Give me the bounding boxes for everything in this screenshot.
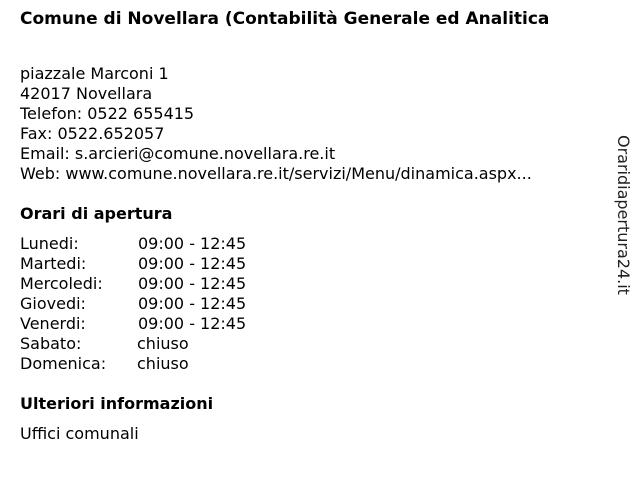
day-label: Martedi: [20, 254, 87, 273]
more-info-text: Uffici comunali [20, 424, 139, 443]
opening-hours-table [20, 234, 320, 374]
day-label: Sabato: [20, 334, 82, 353]
time-value: 09:00 - 12:45 [138, 254, 247, 273]
day-label: Lunedi: [20, 234, 79, 253]
day-label: Venerdi: [20, 314, 86, 333]
time-value: 09:00 - 12:45 [138, 234, 247, 253]
site-brand-watermark: Oraridiapertura24.it [614, 135, 633, 295]
time-value: 09:00 - 12:45 [138, 274, 247, 293]
day-label: Mercoledi: [20, 274, 103, 293]
website-url: Web: www.comune.novellara.re.it/servizi/Menu/dinamica.aspx... [20, 164, 532, 183]
more-info-heading: Ulteriori informazioni [20, 394, 214, 413]
hours-row-tuesday [20, 254, 320, 274]
page-title: Comune di Novellara (Contabilità Generale ed Analitica [20, 9, 550, 29]
phone-number: Telefon: 0522 655415 [20, 104, 195, 123]
time-value: chiuso [137, 334, 189, 353]
day-label: Giovedi: [20, 294, 86, 313]
fax-number: Fax: 0522.652057 [20, 124, 165, 143]
day-label: Domenica: [20, 354, 107, 373]
time-value: 09:00 - 12:45 [138, 314, 247, 333]
time-value: 09:00 - 12:45 [138, 294, 247, 313]
time-value: chiuso [137, 354, 189, 373]
contact-block [20, 64, 610, 184]
hours-row-thursday [20, 294, 320, 314]
address-street: piazzale Marconi 1 [20, 64, 169, 83]
hours-row-sunday [20, 354, 320, 374]
email-address: Email: s.arcieri@comune.novellara.re.it [20, 144, 336, 163]
address-city: 42017 Novellara [20, 84, 153, 103]
hours-row-saturday [20, 334, 320, 354]
hours-row-monday [20, 234, 320, 254]
hours-row-friday [20, 314, 320, 334]
hours-row-wednesday [20, 274, 320, 294]
opening-hours-heading: Orari di apertura [20, 204, 173, 223]
